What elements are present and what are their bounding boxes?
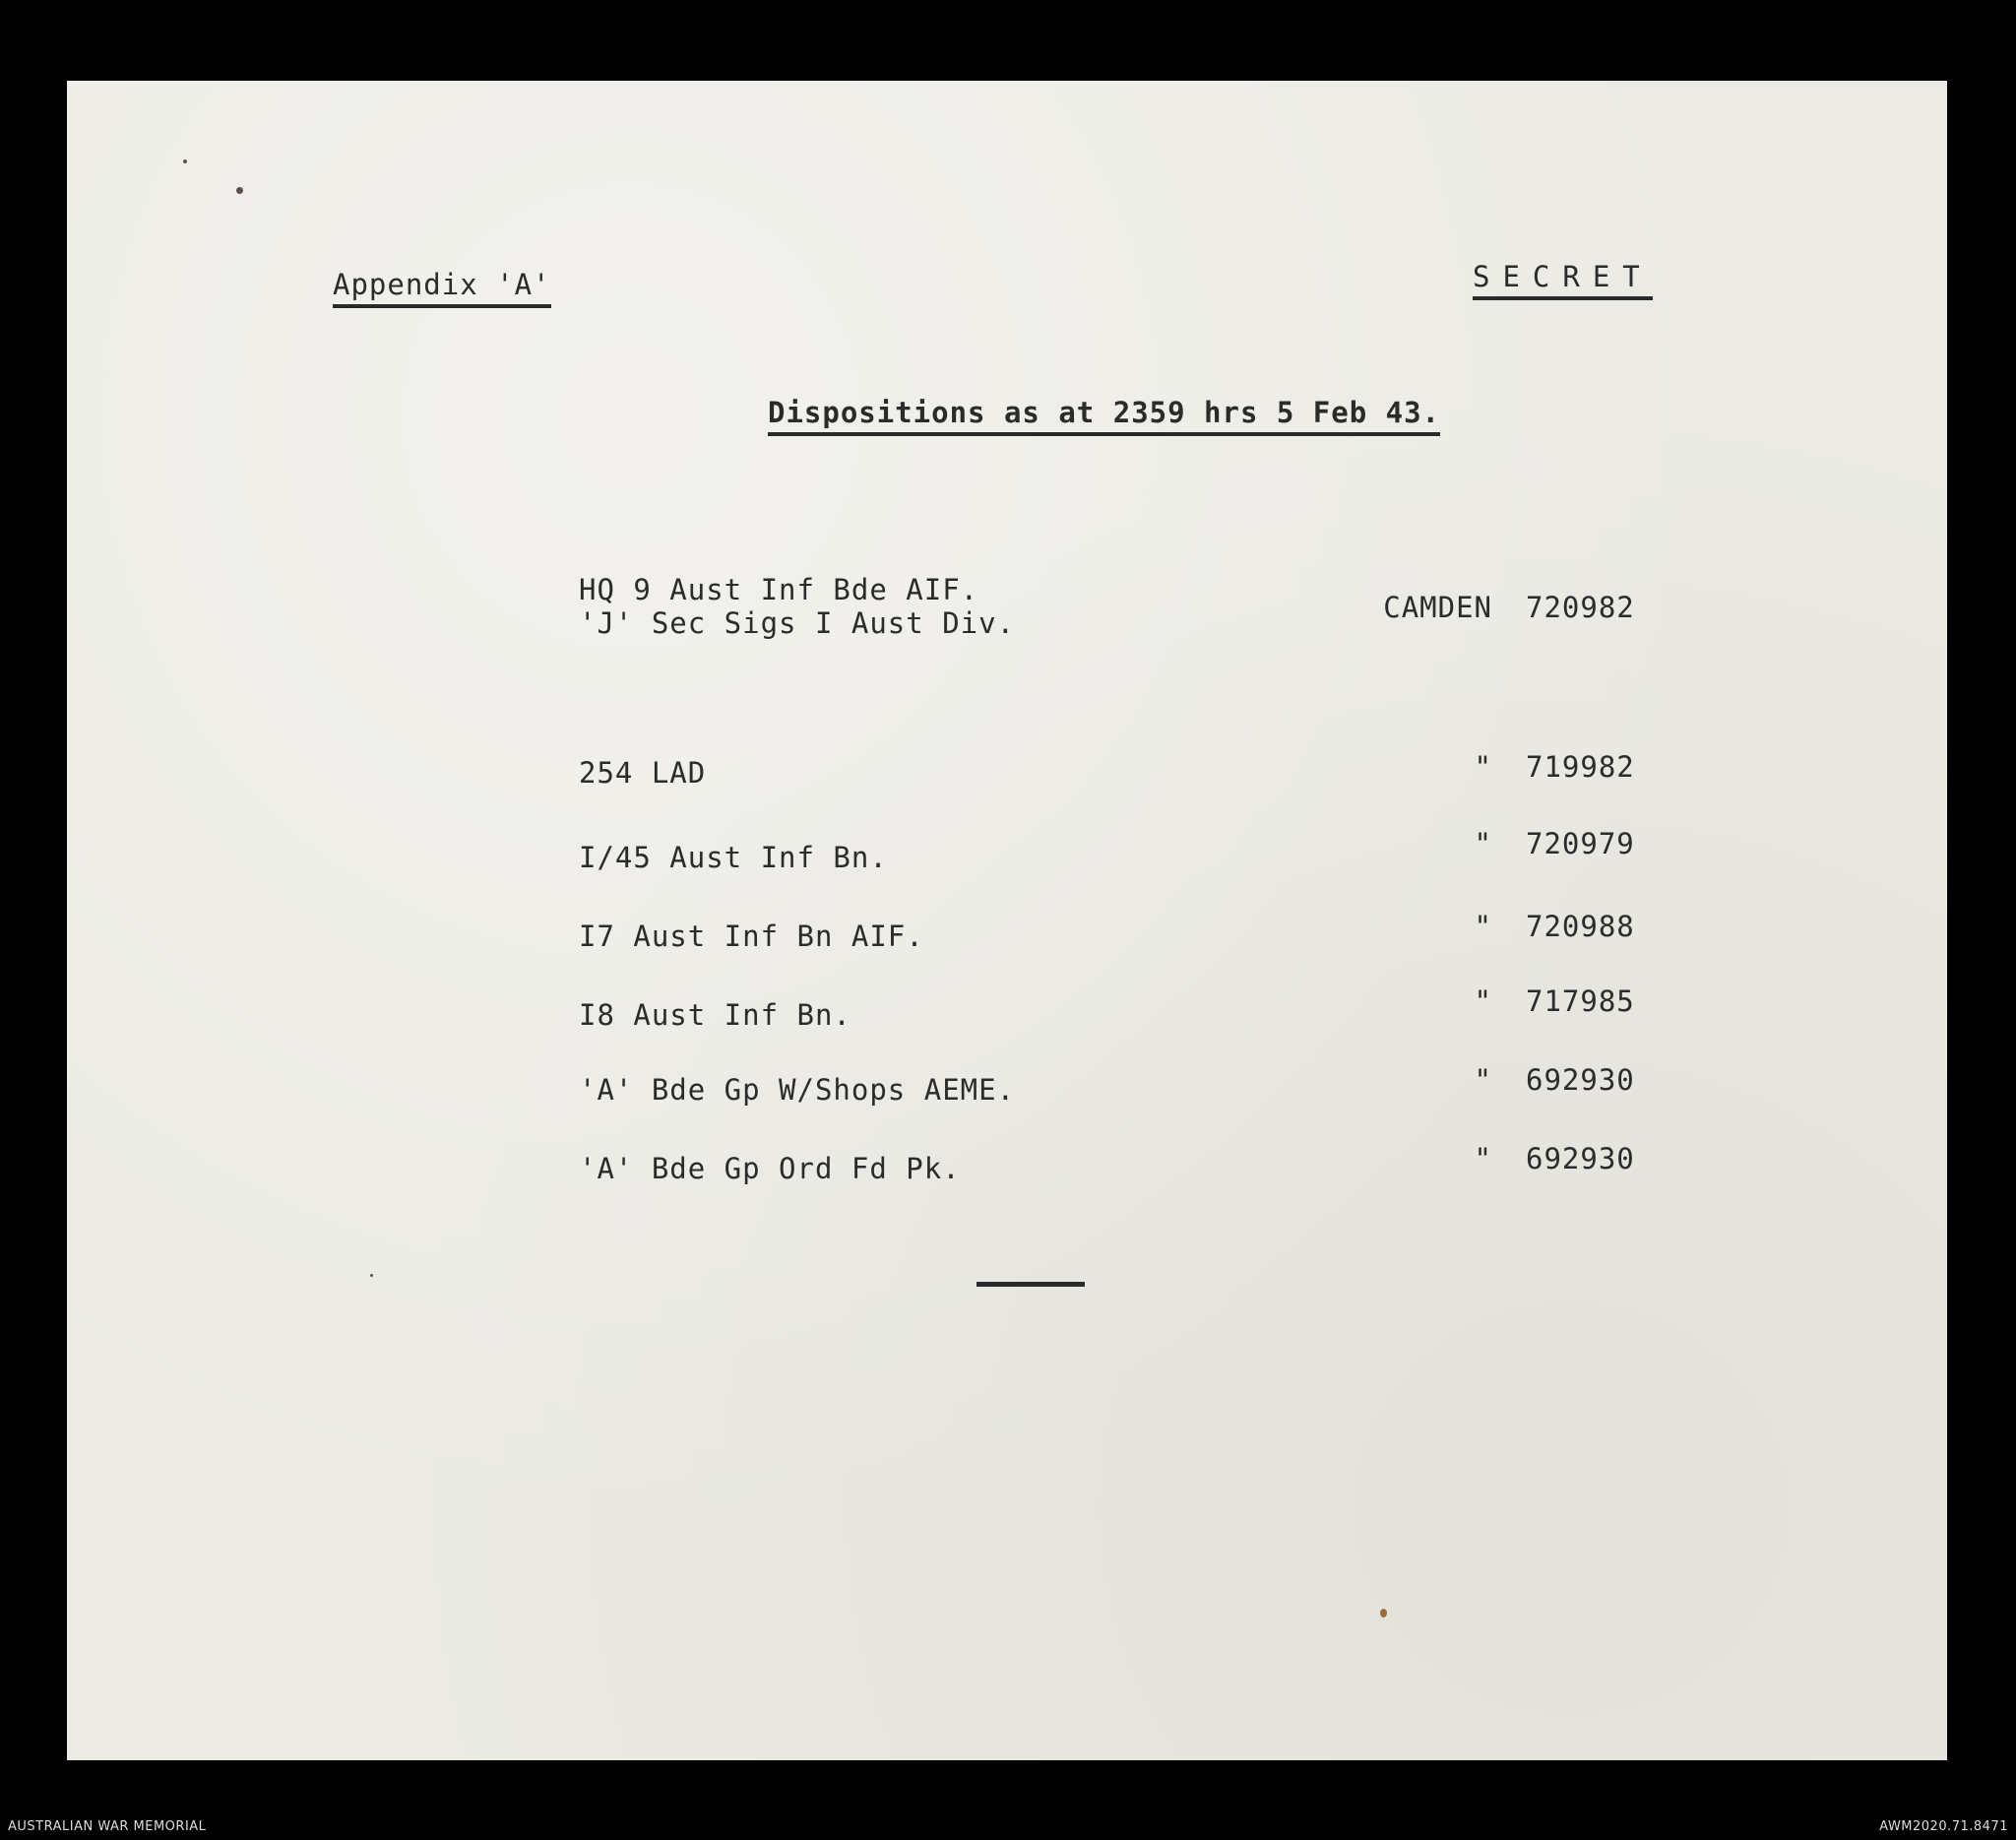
unit-name: 254 LAD: [579, 756, 707, 790]
unit-name: 'A' Bde Gp Ord Fd Pk.: [579, 1152, 961, 1185]
document-heading: Dispositions as at 2359 hrs 5 Feb 43.: [768, 396, 1440, 436]
paper-speck: [370, 1274, 373, 1277]
location: ": [1474, 1063, 1492, 1097]
location: ": [1474, 827, 1492, 860]
archive-credit: AUSTRALIAN WAR MEMORIAL: [8, 1819, 207, 1834]
location: ": [1474, 984, 1492, 1018]
unit-name: I/45 Aust Inf Bn.: [579, 841, 888, 874]
unit-name: I8 Aust Inf Bn.: [579, 998, 851, 1032]
grid-reference: 692930: [1526, 1063, 1635, 1097]
grid-reference: 720979: [1526, 827, 1635, 860]
classification-label: SECRET: [1473, 260, 1653, 300]
grid-reference: 717985: [1526, 984, 1635, 1018]
unit-name: 'A' Bde Gp W/Shops AEME.: [579, 1073, 1016, 1107]
location: ": [1474, 1142, 1492, 1175]
paper-speck: [236, 187, 243, 194]
location: CAMDEN: [1383, 591, 1492, 624]
appendix-label: Appendix 'A': [333, 268, 551, 308]
location: ": [1474, 750, 1492, 784]
closing-rule: [976, 1282, 1085, 1287]
location: ": [1474, 910, 1492, 943]
unit-name: HQ 9 Aust Inf Bde AIF. 'J' Sec Sigs I Aust Div.: [579, 573, 1016, 640]
grid-reference: 692930: [1526, 1142, 1635, 1175]
paper-speck: [183, 159, 187, 163]
paper-speck: [1380, 1609, 1387, 1618]
unit-name: I7 Aust Inf Bn AIF.: [579, 920, 924, 953]
grid-reference: 719982: [1526, 750, 1635, 784]
grid-reference: 720982: [1526, 591, 1635, 624]
archive-reference: AWM2020.71.8471: [1879, 1819, 2008, 1834]
document-page: [67, 81, 1947, 1760]
grid-reference: 720988: [1526, 910, 1635, 943]
